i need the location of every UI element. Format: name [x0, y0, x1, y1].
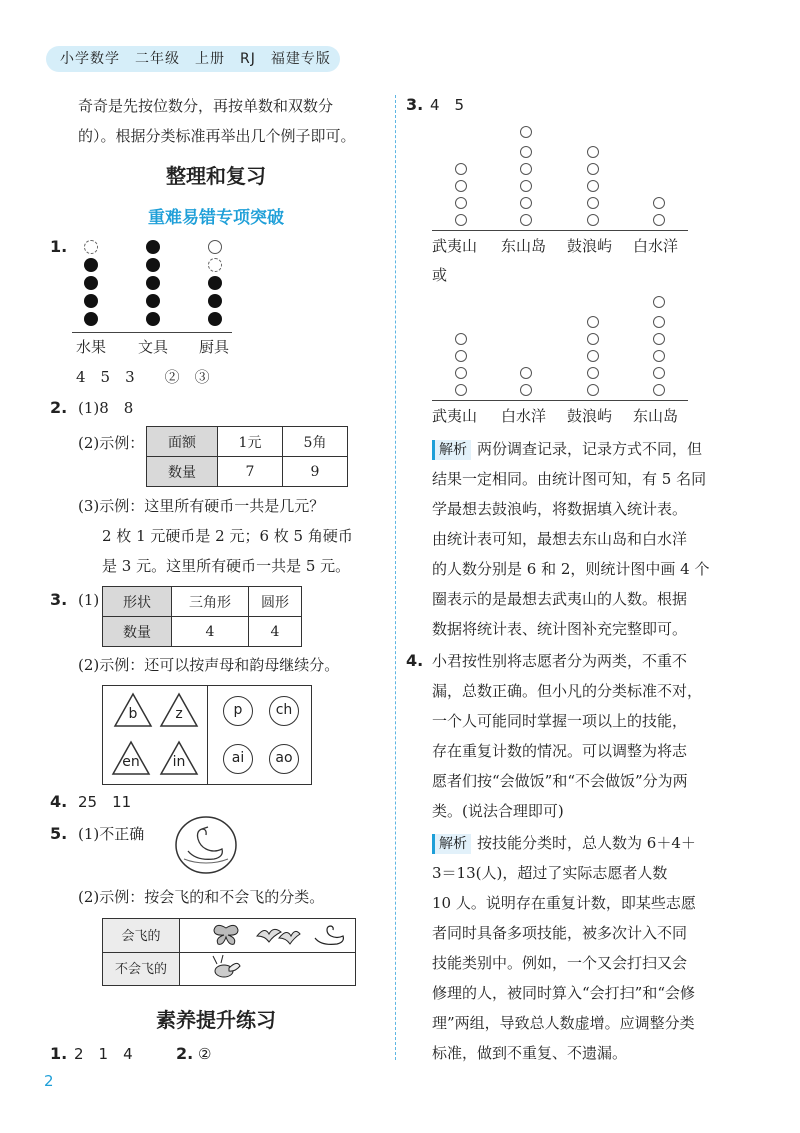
q4-analysis-line-8: 标准，做到不重复、不遗漏。 [432, 1044, 628, 1062]
swan-picture [174, 815, 238, 875]
q5-part1: (1)不正确 [78, 825, 145, 843]
analysis-tag: 解析 [432, 834, 471, 854]
or-text: 或 [432, 266, 448, 284]
tri-letter-in: in [172, 754, 186, 770]
insect-icon [209, 954, 243, 984]
q5-part2: (2)示例：按会飞的和不会飞的分类。 [78, 888, 325, 906]
q3-part2: (2)示例：还可以按声母和韵母继续分。 [78, 656, 340, 674]
q2-part1: (1)8 8 [78, 399, 134, 417]
p1-number: 1. [50, 1044, 68, 1063]
intro-line-2: 的）。根据分类标准再举出几个例子即可。 [78, 127, 356, 145]
q3-analysis-line-5: 的人数分别是 6 和 2，则统计图中画 4 个 [432, 560, 710, 578]
q2-part3-line2: 2 枚 1 元硬币是 2 元；6 枚 5 角硬币 [102, 527, 353, 545]
chart1-label-4: 白水洋 [633, 237, 679, 255]
p1-answer: 2 1 4 [74, 1045, 133, 1063]
q4-analysis-line-6: 修理的人，被同时算入“会打扫”和“会修 [432, 984, 696, 1002]
q3-analysis-line-7: 数据将统计表、统计图补充完整即可。 [432, 620, 688, 638]
q4-line-1: 小君按性别将志愿者分为两类，不重不 [432, 652, 688, 670]
tri-letter-z: z [175, 706, 183, 722]
q4-number: 4. [50, 792, 68, 811]
q3-analysis-line-6: 圈表示的是最想去武夷山的人数。根据 [432, 590, 688, 608]
circle-letter-ao: ao [269, 744, 299, 774]
q1-answer: 4 5 3 ② ③ [76, 368, 210, 386]
label-cannot-fly: 不会飞的 [114, 962, 167, 977]
butterfly-icon [211, 922, 241, 948]
q1-label-fruit: 水果 [76, 338, 107, 356]
q5-number: 5. [50, 824, 68, 843]
chart1-label-2: 东山岛 [501, 237, 547, 255]
q4-analysis-line-3: 10 人。说明存在重复计数，即某些志愿 [432, 894, 696, 912]
page-number: 2 [44, 1072, 54, 1090]
label-can-fly: 会飞的 [121, 929, 161, 944]
circle-letter-ch: ch [269, 696, 299, 726]
section-title: 整理和复习 [166, 164, 266, 188]
q4-analysis-line-1: 解析 按技能分类时，总人数为 6＋4＋ [432, 828, 696, 858]
q4-answer: 25 11 [78, 793, 132, 811]
intro-line-1: 奇奇是先按位数分，再按单数和双数分 [78, 97, 334, 115]
q4-analysis-line-5: 技能类别中。例如，一个又会打扫又会 [432, 954, 688, 972]
q3-shape-table: 形状 三角形 圆形 数量 4 4 [102, 586, 302, 647]
q2-part2-label: (2)示例： [78, 434, 145, 452]
q1-number: 1. [50, 237, 68, 256]
chart2-label-3: 鼓浪屿 [567, 407, 613, 425]
q3-number: 3. [50, 590, 68, 609]
q4-line-5: 愿者们按“会做饭”和“不会做饭”分为两 [432, 772, 688, 790]
q4-analysis-line-7: 理”两组，导致总人数虚增。应调整分类 [432, 1014, 695, 1032]
r-q3-answer: 4 5 [430, 96, 465, 114]
p2-number: 2. [176, 1044, 194, 1063]
chart2-label-2: 白水洋 [501, 407, 547, 425]
q3-analysis-line-2: 结果一定相同。由统计图可知，有 5 名同 [432, 470, 707, 488]
subsection-title: 重难易错专项突破 [148, 208, 284, 228]
r-q4-number: 4. [406, 651, 424, 670]
p2-answer: ② [198, 1045, 212, 1063]
r-q3-number: 3. [406, 95, 424, 114]
practice-title: 素养提升练习 [156, 1008, 276, 1032]
q1-label-stationery: 文具 [138, 338, 169, 356]
q3-analysis-line-3: 学最想去鼓浪屿，将数据填入统计表。 [432, 500, 688, 518]
running-header: 小学数学 二年级 上册 RJ 福建专版 [46, 46, 340, 72]
q2-number: 2. [50, 398, 68, 417]
q5-animal-table [102, 918, 356, 986]
q4-analysis-line-2: 3＝13(人)，超过了实际志愿者人数 [432, 864, 668, 882]
q3-sort-box [102, 685, 312, 785]
circle-letter-ai: ai [223, 744, 253, 774]
column-divider [395, 95, 396, 1060]
q4-analysis-line-4: 者同时具备多项技能，被多次计入不同 [432, 924, 688, 942]
q3-part1-label: (1) [78, 591, 100, 609]
tri-letter-en: en [122, 754, 140, 770]
swan-icon [311, 924, 347, 948]
q2-part3-line3: 是 3 元。这里所有硬币一共是 5 元。 [102, 557, 351, 575]
q4-line-6: 类。(说法合理即可) [432, 802, 564, 820]
q2-coin-table: 面额 1元 5角 数量 7 9 [146, 426, 348, 487]
tri-letter-b: b [128, 706, 138, 722]
q2-part3-line1: (3)示例：这里所有硬币一共是几元？ [78, 497, 325, 515]
chart1-label-3: 鼓浪屿 [567, 237, 613, 255]
chart2-label-4: 东山岛 [633, 407, 679, 425]
birds-icon [255, 922, 301, 948]
q3-analysis-line-4: 由统计表可知，最想去东山岛和白水洋 [432, 530, 688, 548]
circle-letter-p: p [223, 696, 253, 726]
chart2-label-1: 武夷山 [432, 407, 478, 425]
q1-label-kitchenware: 厨具 [199, 338, 230, 356]
q4-line-3: 一个人可能同时掌握一项以上的技能， [432, 712, 688, 730]
q4-line-2: 漏，总数正确。但小凡的分类标准不对， [432, 682, 703, 700]
q4-line-4: 存在重复计数的情况。可以调整为将志 [432, 742, 688, 760]
analysis-tag: 解析 [432, 440, 471, 460]
q3-analysis-line-1: 解析 两份调查记录，记录方式不同，但 [432, 434, 702, 464]
chart1-label-1: 武夷山 [432, 237, 478, 255]
